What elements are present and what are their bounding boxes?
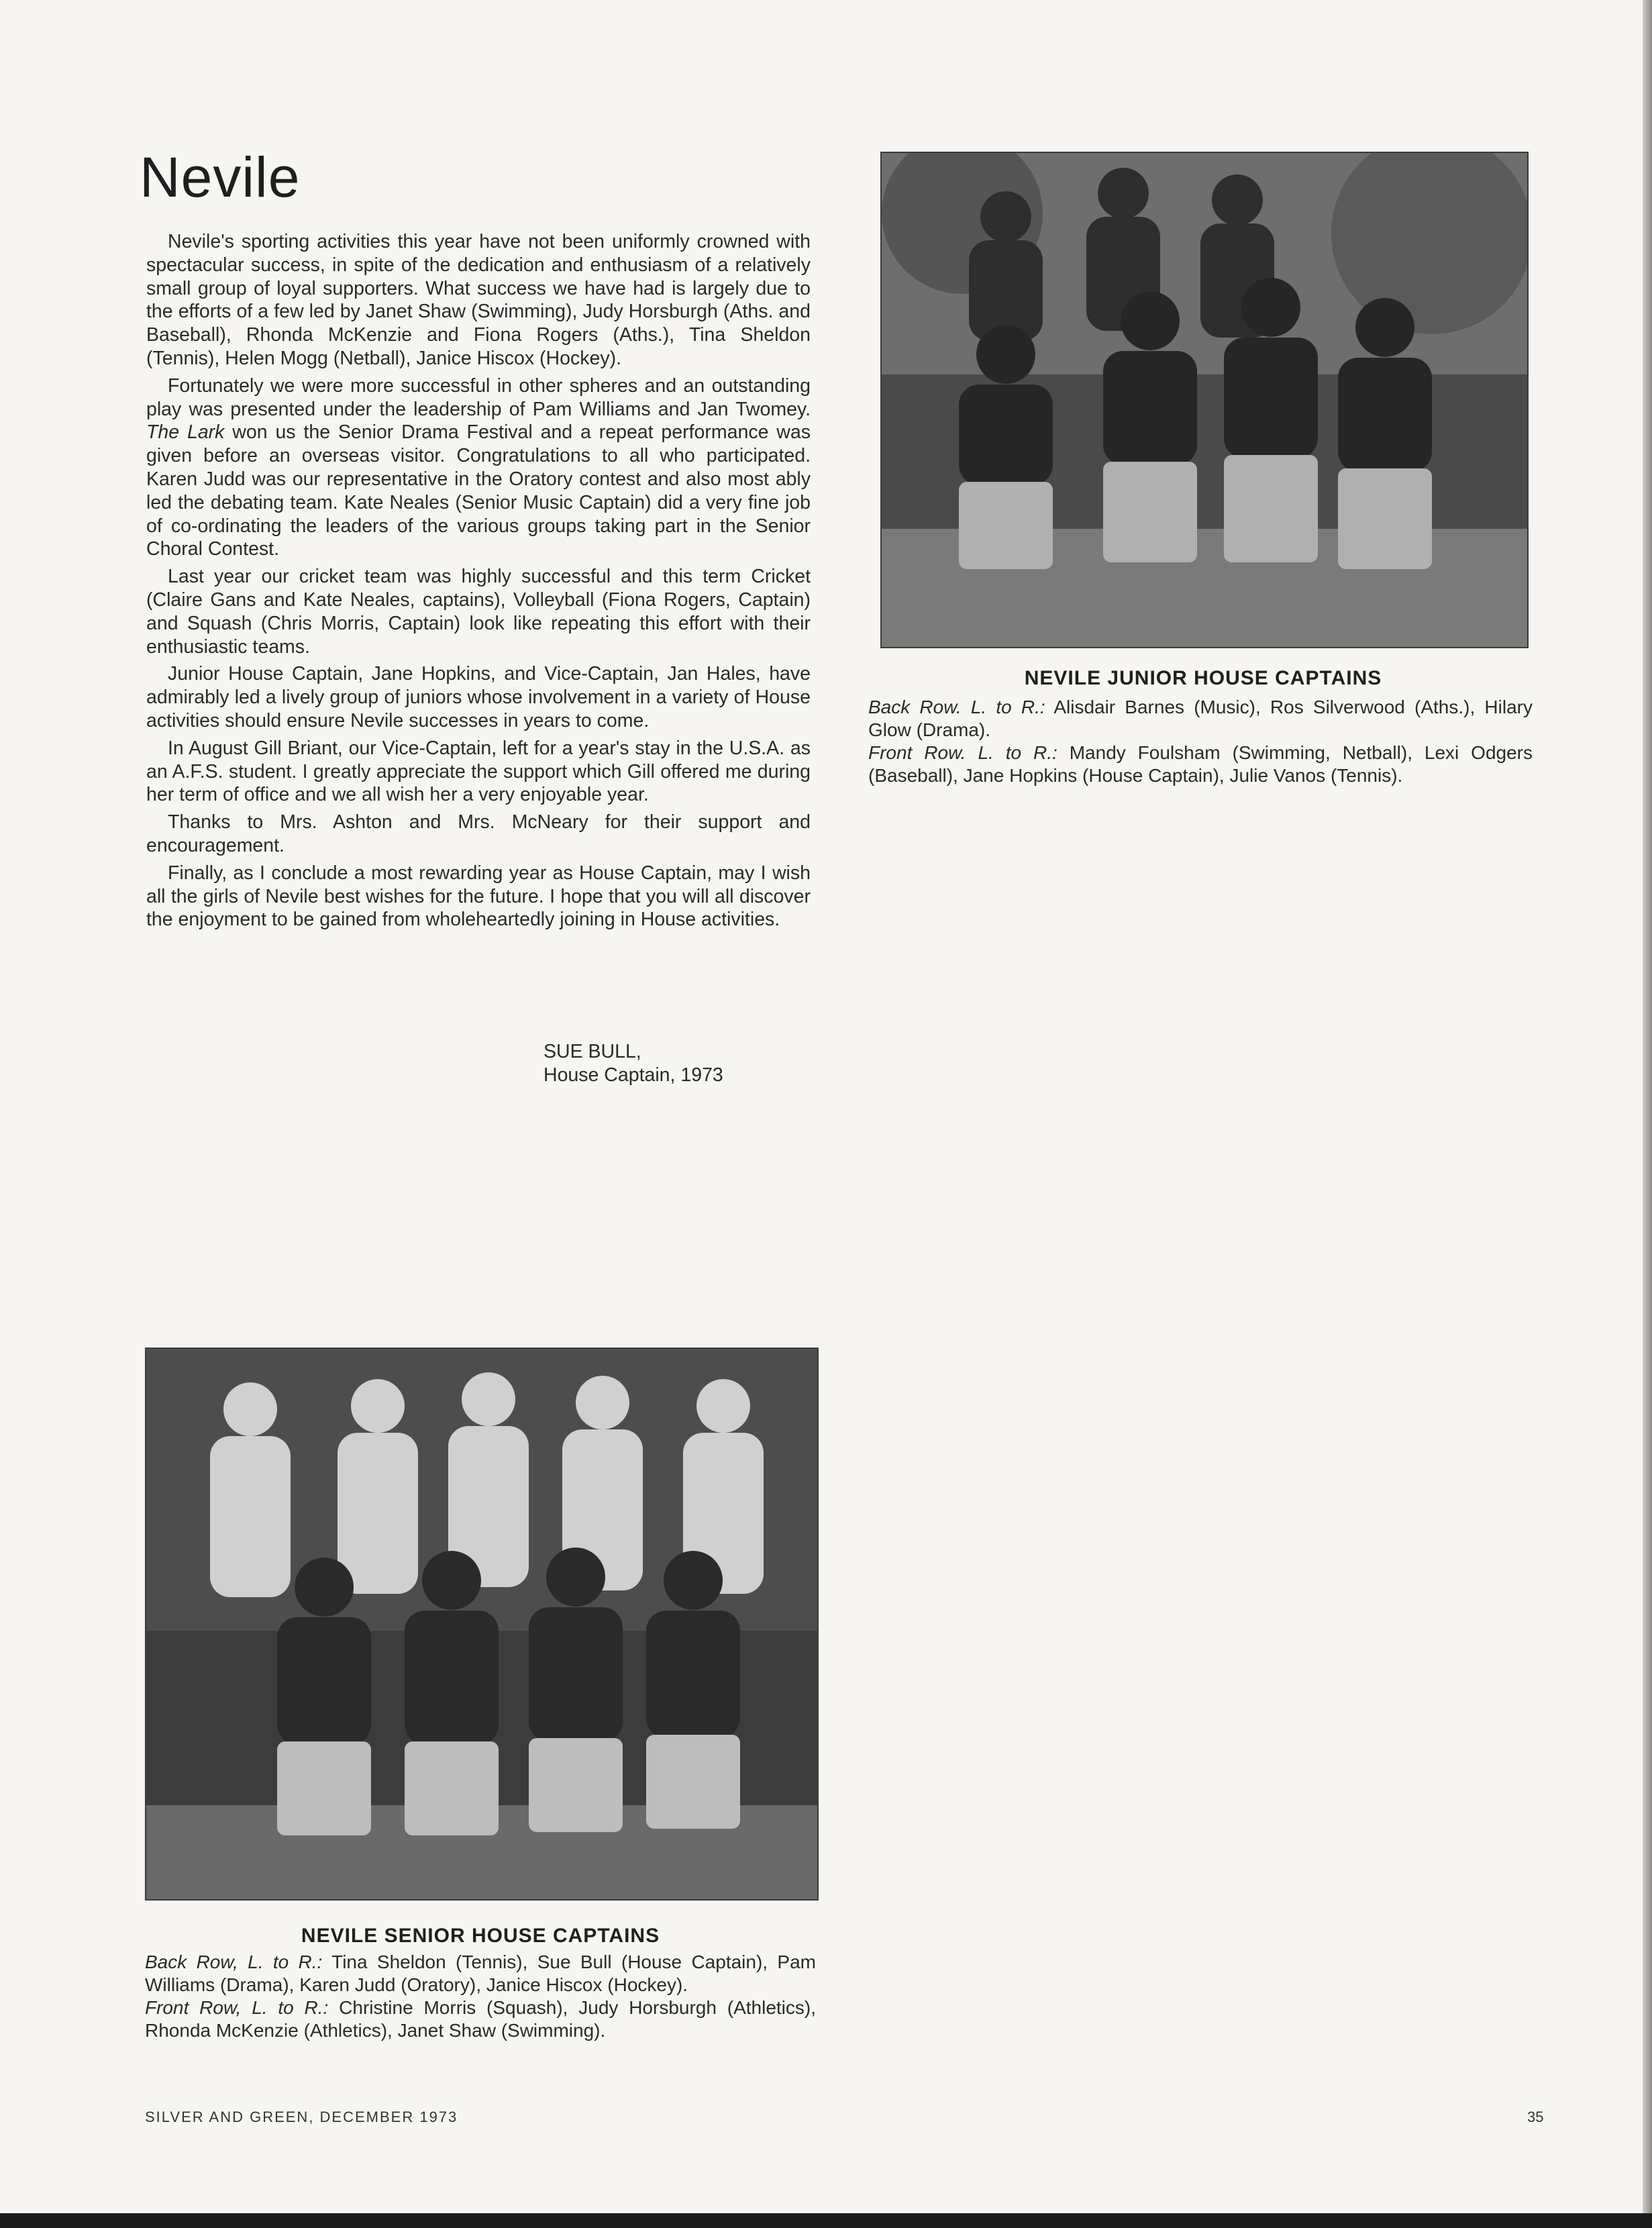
caption-lead: Back Row, L. to R.: <box>145 1952 323 1972</box>
article-paragraph <box>146 374 811 561</box>
article-paragraph: Finally, as I conclude a most rewarding year as House Captain, may I wish all the girls of Nevile best wishes for the future. I hope that you will all discover the enjoyment to be gained from wholeheartedly joining in House activities. <box>146 862 811 931</box>
junior-back-row <box>868 696 1533 742</box>
senior-back-row <box>145 1951 816 1996</box>
article-text: Fortunately we were more successful in other spheres and an outstanding play was presented under the leadership of Pam Williams and Jan Twomey. <box>146 374 811 420</box>
caption-lead: Front Row. L. to R.: <box>868 742 1057 763</box>
caption-text: Tina Sheldon (Tennis), Sue Bull (House Captain), Pam Williams (Drama), Karen Judd (Oratory), Janice Hiscox (Hockey). <box>145 1952 816 1995</box>
page-title: Nevile <box>140 146 301 209</box>
article-paragraph: Junior House Captain, Jane Hopkins, and Vice-Captain, Jan Hales, have admirably led a lively group of juniors whose involvement in a variety of House activities should ensure Nevile successes in years to come. <box>146 663 811 731</box>
senior-photo-illustration <box>146 1349 817 1899</box>
signature <box>544 1040 723 1087</box>
senior-front-row <box>145 1996 816 2042</box>
footer-publication: SILVER AND GREEN, DECEMBER 1973 <box>145 2109 458 2125</box>
footer-page-number: 35 <box>1527 2109 1544 2125</box>
junior-caption-title: NEVILE JUNIOR HOUSE CAPTAINS <box>1024 667 1382 689</box>
signature-name: SUE BULL, <box>544 1041 641 1062</box>
article-paragraph: Last year our cricket team was highly successful and this term Cricket (Claire Gans and Kate Neales, captains), Volleyball (Fiona Rogers, Captain) and Squash (Chris Morris, Captain) look like repeating this effort with their enthusiastic teams. <box>146 566 811 658</box>
caption-text: Christine Morris (Squash), Judy Horsburgh (Athletics), Rhonda McKenzie (Athletics), Janet Shaw (Swimming). <box>145 1997 817 2041</box>
page-bottom-edge <box>0 2213 1652 2228</box>
junior-front-row <box>868 742 1533 787</box>
senior-captains-photo <box>145 1348 819 1901</box>
senior-caption-title: NEVILE SENIOR HOUSE CAPTAINS <box>301 1925 660 1947</box>
play-title: The Lark <box>146 421 225 444</box>
article-text: won us the Senior Drama Festival and a repeat performance was given before an overseas visitor. Congratulations to all who participated. Karen Judd was our representative in the Oratory contest and also most ably led the debating team. Kate Neales (Senior Music Captain) did a very fine job of co-ordinating the leaders of the various groups taking part in the Senior Choral Contest. <box>146 421 811 560</box>
article-body <box>146 230 811 935</box>
page-edge <box>1643 0 1652 2228</box>
article-paragraph: Thanks to Mrs. Ashton and Mrs. McNeary for their support and encouragement. <box>146 811 811 856</box>
caption-text: Mandy Foulsham (Swimming, Netball), Lexi Odgers (Baseball), Jane Hopkins (House Captain), Julie Vanos (Tennis). <box>868 742 1533 786</box>
caption-lead: Front Row, L. to R.: <box>145 1997 329 2018</box>
senior-caption <box>145 1951 816 2042</box>
article-paragraph: Nevile's sporting activities this year have not been uniformly crowned with spectacular success, in spite of the dedication and enthusiasm of a relatively small group of loyal supporters. What success we have had is largely due to the efforts of a few led by Janet Shaw (Swimming), Judy Horsburgh (Aths. and Baseball), Rhonda McKenzie and Fiona Rogers (Aths.), Tina Sheldon (Tennis), Helen Mogg (Netball), Janice Hiscox (Hockey). <box>146 231 811 369</box>
article-paragraph: In August Gill Briant, our Vice-Captain, left for a year's stay in the U.S.A. as an A.F.S. student. I greatly appreciate the support which Gill offered me during her term of office and we all wish her a very enjoyable year. <box>146 737 811 806</box>
caption-lead: Back Row. L. to R.: <box>868 697 1045 717</box>
junior-photo-illustration <box>882 153 1527 647</box>
junior-caption <box>868 696 1533 787</box>
junior-captains-photo <box>880 152 1529 648</box>
caption-text: Alisdair Barnes (Music), Ros Silverwood (Aths.), Hilary Glow (Drama). <box>868 697 1533 740</box>
signature-role: House Captain, 1973 <box>544 1064 723 1086</box>
